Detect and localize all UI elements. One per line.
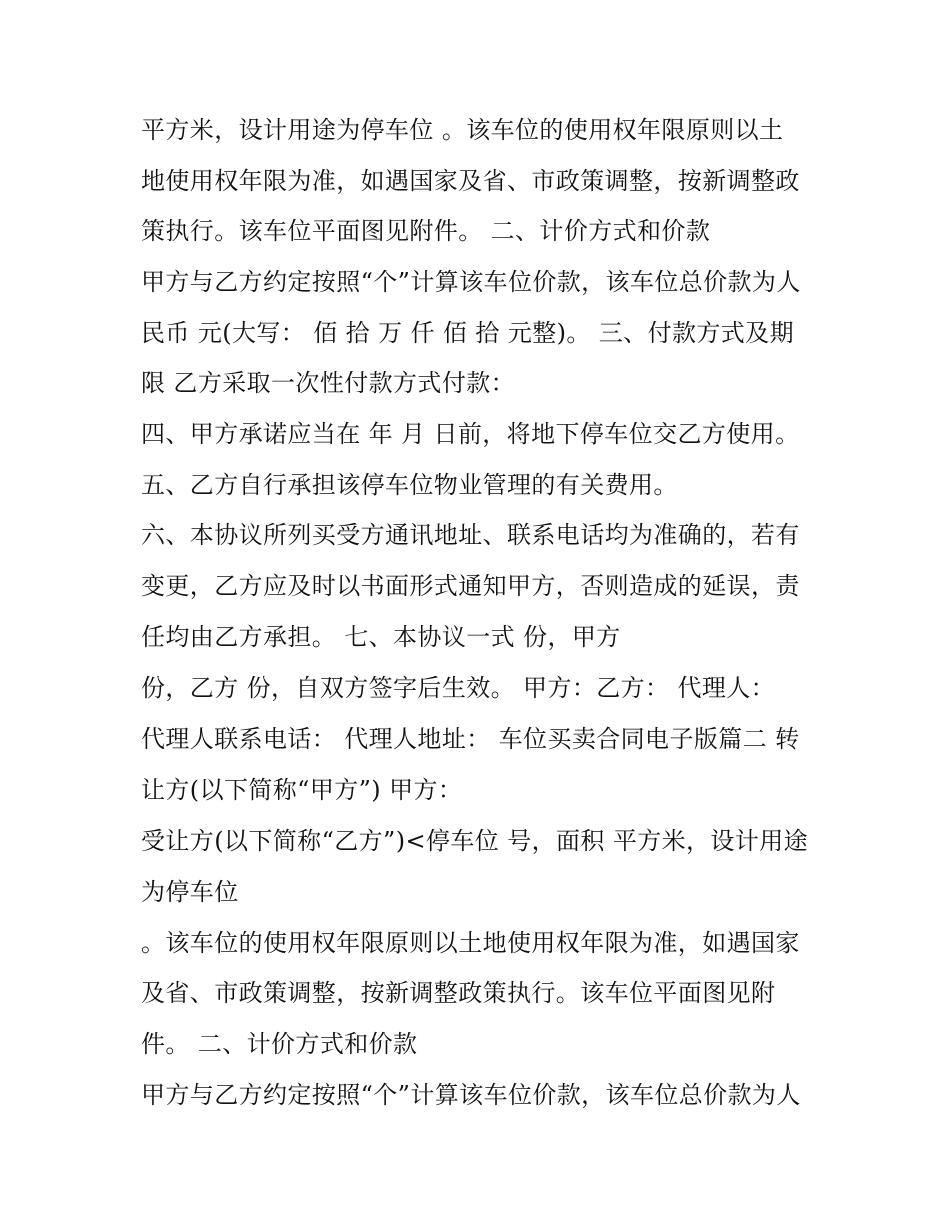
text-line: 民币 元(大写： 佰 拾 万 仟 佰 拾 元整)。 三、付款方式及期: [141, 319, 794, 347]
text-line: 为停车位: [141, 878, 239, 906]
text-line: 四、甲方承诺应当在 年 月 日前，将地下停车位交乙方使用。: [141, 420, 800, 448]
text-line: 份，乙方 份，自双方签字后生效。 甲方：乙方： 代理人：: [141, 674, 776, 702]
text-line: 变更，乙方应及时以书面形式通知甲方，否则造成的延误，责: [141, 572, 800, 600]
text-line: 任均由乙方承担。 七、本协议一式 份，甲方: [141, 623, 621, 651]
text-line: 件。 二、计价方式和价款: [141, 1030, 418, 1058]
text-line: 限 乙方采取一次性付款方式付款：: [141, 369, 516, 397]
text-line: 平方米，设计用途为停车位 。该车位的使用权年限原则以土: [141, 116, 784, 144]
text-line: 策执行。该车位平面图见附件。 二、计价方式和价款: [141, 217, 711, 245]
text-line: 六、本协议所列买受方通讯地址、联系电话均为准确的，若有: [141, 521, 800, 549]
text-line: 代理人联系电话： 代理人地址： 车位买卖合同电子版篇二 转: [141, 725, 800, 753]
text-line: 地使用权年限为准，如遇国家及省、市政策调整，按新调整政: [141, 167, 800, 195]
text-line: 受让方(以下简称“乙方”)<停车位 号，面积 平方米，设计用途: [141, 827, 809, 855]
text-line: 甲方与乙方约定按照“个”计算该车位价款，该车位总价款为人: [141, 1081, 801, 1109]
text-line: 及省、市政策调整，按新调整政策执行。该车位平面图见附: [141, 979, 776, 1007]
text-line: 让方(以下简称“甲方”) 甲方：: [141, 776, 463, 804]
text-line: 五、乙方自行承担该停车位物业管理的有关费用。: [141, 471, 678, 499]
text-line: 甲方与乙方约定按照“个”计算该车位价款，该车位总价款为人: [141, 268, 801, 296]
text-line: 。该车位的使用权年限原则以土地使用权年限为准，如遇国家: [141, 929, 800, 957]
